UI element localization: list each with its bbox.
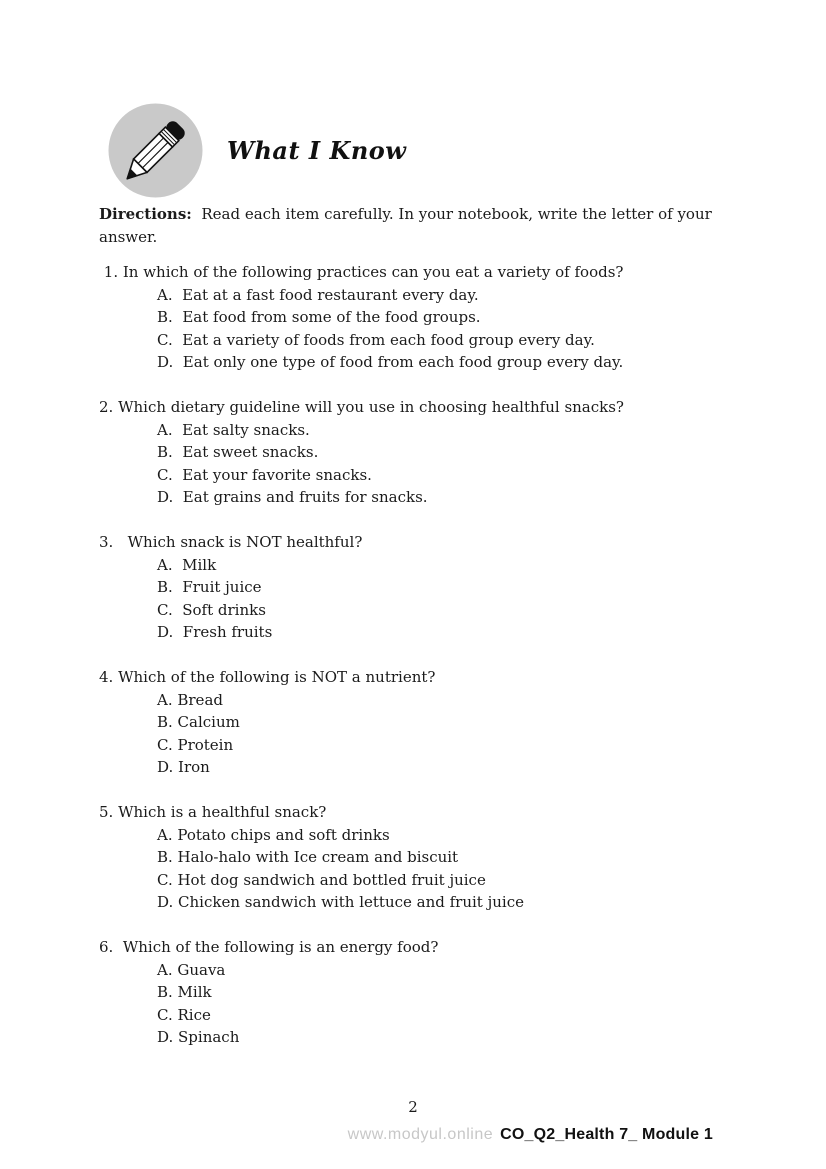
question-2-text: 2. Which dietary guideline will you use in choosing healthful snacks?: [99, 398, 624, 416]
page-content: [99, 103, 717, 1049]
question-4-option-d: D. Iron: [157, 758, 210, 776]
question-4-option-c: C. Protein: [157, 735, 234, 754]
question-5-option-a: A. Potato chips and soft drinks: [157, 825, 390, 844]
question-2-option-a: A. Eat salty snacks.: [157, 420, 310, 439]
question-5-option-c: C. Hot dog sandwich and bottled fruit juice: [157, 870, 486, 889]
question-6-option-d: D. Spinach: [157, 1028, 240, 1046]
question-3-option-d: D. Fresh fruits: [157, 623, 273, 641]
question-4-text: 4. Which of the following is NOT a nutrient?: [99, 668, 436, 686]
footer: [348, 1126, 713, 1144]
question-1-option-b: B. Eat food from some of the food groups.: [157, 308, 481, 326]
question-2-option-b: B. Eat sweet snacks.: [157, 443, 319, 461]
question-4-option-b: B. Calcium: [157, 713, 240, 731]
question-2-option-c: C. Eat your favorite snacks.: [157, 465, 372, 484]
questions-list: [99, 261, 717, 1049]
question-3-text: 3. Which snack is NOT healthful?: [99, 533, 363, 551]
question-2-option-d: D. Eat grains and fruits for snacks.: [157, 488, 428, 506]
question-1-option-c: C. Eat a variety of foods from each food group every day.: [157, 330, 595, 349]
question-1-text: 1. In which of the following practices can you eat a variety of foods?: [99, 263, 624, 281]
directions-text: Read each item carefully. In your notebook, write the letter of your answer.: [99, 205, 717, 246]
question-3-option-b: B. Fruit juice: [157, 578, 262, 596]
question-3-option-a: A. Milk: [157, 555, 217, 574]
question-3-option-c: C. Soft drinks: [157, 600, 266, 619]
question-5: [99, 801, 717, 914]
question-1: [99, 261, 717, 374]
section-header: [108, 103, 717, 198]
question-6-option-b: B. Milk: [157, 983, 212, 1001]
pencil-icon: [108, 103, 203, 198]
question-5-option-b: B. Halo-halo with Ice cream and biscuit: [157, 848, 459, 866]
module-code: CO_Q2_Health 7_ Module 1: [500, 1126, 713, 1143]
question-6-option-a: A. Guava: [157, 960, 226, 979]
question-6-option-c: C. Rice: [157, 1005, 211, 1024]
page-number: 2: [408, 1098, 418, 1116]
question-1-option-d: D. Eat only one type of food from each food group every day.: [157, 353, 624, 371]
question-3: [99, 531, 717, 644]
question-6-text: 6. Which of the following is an energy food?: [99, 938, 439, 956]
question-5-text: 5. Which is a healthful snack?: [99, 803, 327, 821]
question-5-option-d: D. Chicken sandwich with lettuce and fruit juice: [157, 893, 524, 911]
directions: [99, 203, 717, 248]
watermark-url: www.modyul.online: [347, 1126, 494, 1143]
section-title: What I Know: [227, 136, 407, 165]
question-1-option-a: A. Eat at a fast food restaurant every day.: [157, 285, 479, 304]
question-6: [99, 936, 717, 1049]
question-2: [99, 396, 717, 509]
directions-label: Directions:: [99, 205, 192, 223]
question-4-option-a: A. Bread: [157, 690, 223, 709]
question-4: [99, 666, 717, 779]
